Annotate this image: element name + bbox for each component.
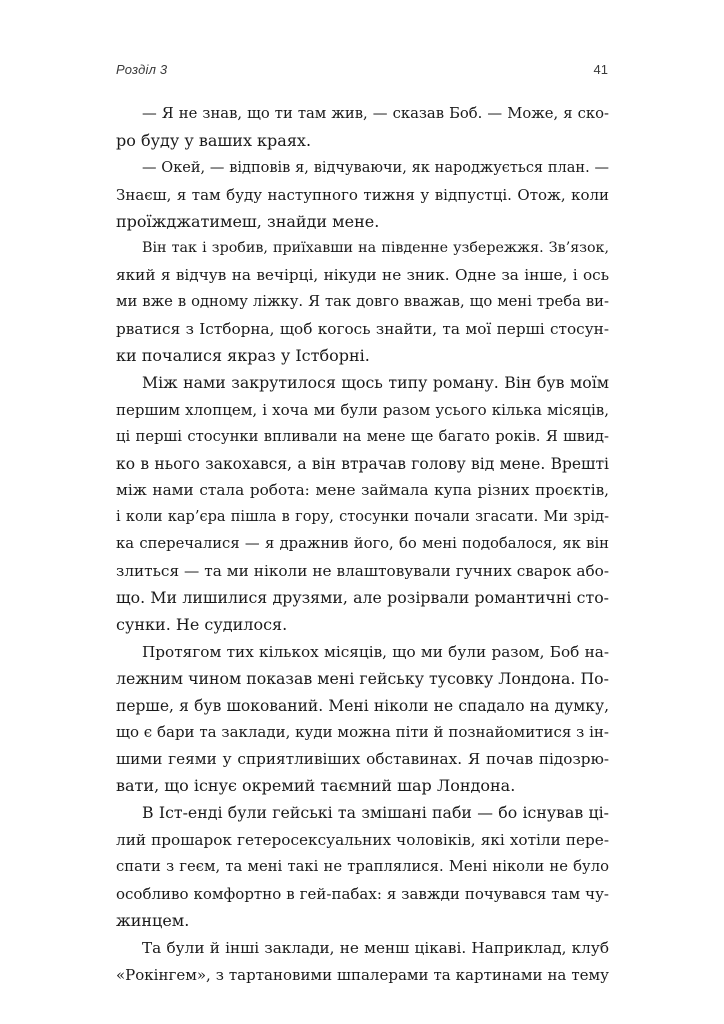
text-line: який я відчув на вечірці, нікуди не зник. Одне за інше, і ось	[116, 266, 609, 285]
text-line: Між нами закрутилося щось типу роману. Він був моїм	[142, 372, 609, 392]
text-line: особливо комфортно в гей-пабах: я завжди почувався там чу-	[116, 884, 609, 903]
text-line: ці перші стосунки впливали на мене ще багато років. Я швид-	[116, 427, 609, 445]
text-line: рватися з Істборна, щоб когось знайти, та мої перші стосун-	[116, 320, 609, 339]
text-line: ка сперечалися — я дражнив його, бо мені подобалося, як він	[116, 535, 609, 553]
text-line: «Рокінгем», з тартановими шпалерами та картинами на тему	[116, 965, 609, 984]
text-line: що. Ми лишилися друзями, але розірвали романтичні сто-	[116, 588, 609, 608]
page-number: 41	[593, 62, 608, 77]
chapter-running-head: Розділ 3	[116, 62, 168, 77]
text-line: Він так і зробив, приїхавши на південне узбережжя. Зв’язок,	[142, 240, 609, 257]
text-line: злиться — та ми ніколи не влаштовували гучних сварок або-	[116, 562, 609, 581]
text-line: лежним чином показав мені гейську тусовку Лондона. По-	[116, 668, 609, 688]
text-line: Знаєш, я там буду наступного тижня у відпустці. Отож, коли	[116, 185, 609, 204]
text-line: вати, що існує окремий таємний шар Лондона.	[116, 776, 516, 796]
text-line: що є бари та заклади, куди можна піти й познайомитися з ін-	[116, 723, 609, 742]
text-line: і коли кар’єра пішла в гору, стосунки почали згасати. Ми зрід-	[116, 509, 609, 526]
text-line: першим хлопцем, і хоча ми були разом усього кілька місяців,	[116, 400, 609, 419]
text-line: проїжджатимеш, знайди мене.	[116, 211, 380, 231]
text-line: Та були й інші заклади, не менш цікаві. Наприклад, клуб	[142, 938, 609, 957]
text-line: — Я не знав, що ти там жив, — сказав Боб. — Може, я ско-	[142, 105, 609, 122]
text-line: шими геями у сприятливіших обставинах. Я почав підозрю-	[116, 750, 609, 769]
text-line: ро буду у ваших краях.	[116, 130, 312, 150]
text-line: ки почалися якраз у Істборні.	[116, 346, 370, 366]
text-line: Протягом тих кількох місяців, що ми були разом, Боб на-	[142, 642, 609, 661]
text-line: сунки. Не судилося.	[116, 614, 288, 634]
text-line: ко в нього закохався, а він втрачав голову від мене. Врешті	[116, 454, 609, 473]
text-line: — Окей, — відповів я, відчуваючи, як народжується план. —	[142, 159, 609, 176]
text-line: між нами стала робота: мене займала купа різних проєктів,	[116, 481, 609, 500]
body-text	[116, 101, 609, 988]
text-line: лий прошарок гетеросексуальних чоловіків, які хотіли пере-	[116, 831, 609, 850]
text-line: жинцем.	[116, 910, 190, 930]
text-line: ми вже в одному ліжку. Я так довго вважав, що мені треба ви-	[116, 293, 609, 311]
text-line: спати з геєм, та мені такі не траплялися. Мені ніколи не було	[116, 857, 609, 875]
text-line: В Іст-енді були гейські та змішані паби — бо існував ці-	[142, 803, 609, 823]
text-line: перше, я був шокований. Мені ніколи не спадало на думку,	[116, 696, 609, 715]
